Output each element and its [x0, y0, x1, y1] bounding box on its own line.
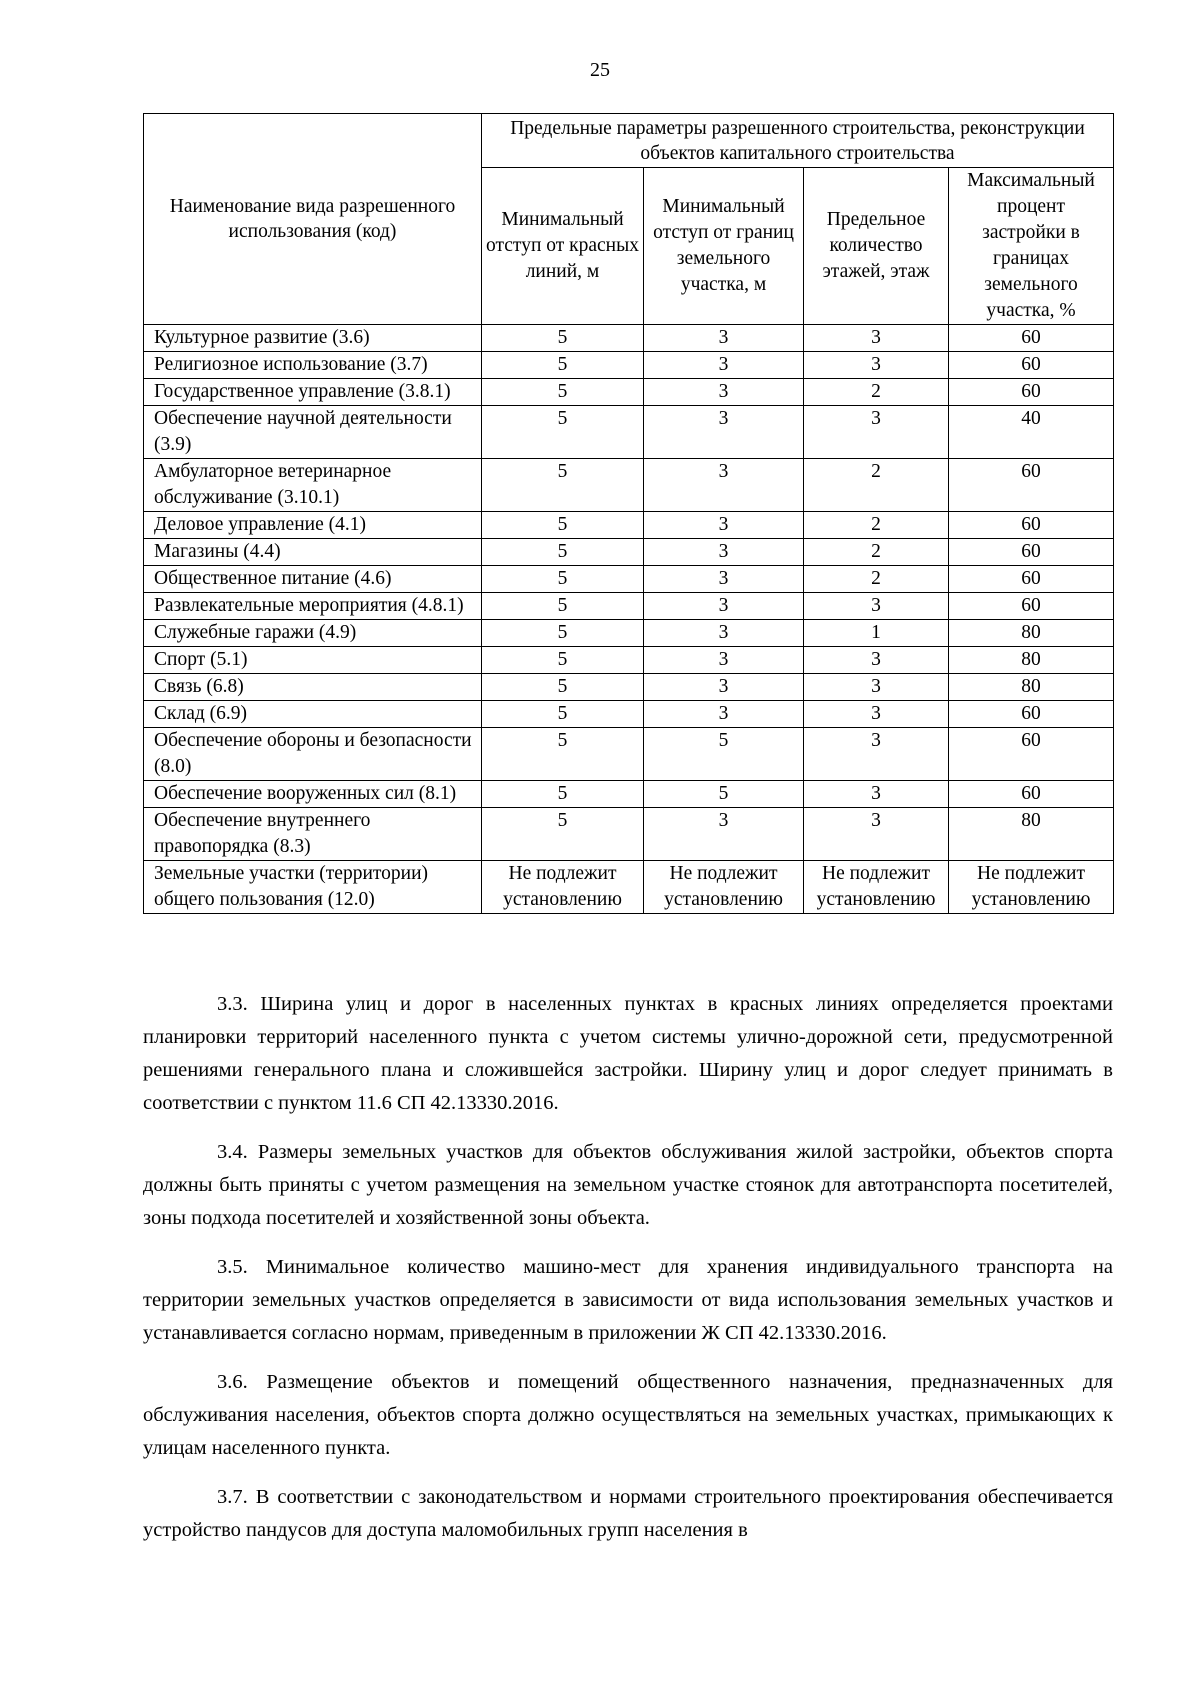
- row-value-1: 5: [482, 728, 644, 781]
- header-group: Предельные параметры разрешенного строительства, реконструкции объектов капитального строительства: [482, 114, 1114, 168]
- row-name: Культурное развитие (3.6): [144, 325, 482, 352]
- row-value-1: 5: [482, 512, 644, 539]
- row-value-4: 40: [949, 406, 1114, 459]
- row-value-2: 3: [644, 352, 804, 379]
- row-value-2: 3: [644, 539, 804, 566]
- row-value-3: Не подлежит установлению: [804, 861, 949, 914]
- table-row: [144, 352, 1114, 379]
- row-name: Связь (6.8): [144, 674, 482, 701]
- table-row: [144, 728, 1114, 781]
- row-value-4: 80: [949, 647, 1114, 674]
- paragraph-3-7: 3.7. В соответствии с законодательством и нормами строительного проектирования обеспечивается устройство пандусов для доступа маломобильных групп населения в: [143, 1486, 1113, 1541]
- table-row: [144, 781, 1114, 808]
- row-value-2: 5: [644, 728, 804, 781]
- row-value-3: 3: [804, 325, 949, 352]
- row-value-2: 3: [644, 808, 804, 861]
- paragraph-3-6: 3.6. Размещение объектов и помещений общественного назначения, предназначенных для обслуживания населения, объектов спорта должно осуществляться на земельных участках, примыкающих к улицам населенного пункта.: [143, 1371, 1113, 1459]
- row-value-4: 80: [949, 620, 1114, 647]
- row-value-2: 3: [644, 593, 804, 620]
- row-value-2: 3: [644, 674, 804, 701]
- table-body: [144, 325, 1114, 914]
- parameters-table: [143, 113, 1114, 914]
- row-value-3: 2: [804, 379, 949, 406]
- header-col-1: Минимальный отступ от красных линий, м: [482, 168, 644, 325]
- row-value-3: 3: [804, 352, 949, 379]
- row-value-1: 5: [482, 674, 644, 701]
- row-value-3: 3: [804, 728, 949, 781]
- header-col-4: Максимальный процент застройки в границах земельного участка, %: [949, 168, 1114, 325]
- row-name: Обеспечение внутреннего правопорядка (8.3): [144, 808, 482, 861]
- row-value-1: 5: [482, 352, 644, 379]
- row-value-1: 5: [482, 459, 644, 512]
- row-value-3: 1: [804, 620, 949, 647]
- row-value-4: 60: [949, 701, 1114, 728]
- row-value-1: 5: [482, 406, 644, 459]
- row-name: Общественное питание (4.6): [144, 566, 482, 593]
- row-value-4: 60: [949, 379, 1114, 406]
- row-value-2: 3: [644, 647, 804, 674]
- table-row: [144, 379, 1114, 406]
- row-value-4: 60: [949, 539, 1114, 566]
- body-text: [143, 988, 1113, 1563]
- row-value-3: 3: [804, 406, 949, 459]
- paragraph-3-4: 3.4. Размеры земельных участков для объектов обслуживания жилой застройки, объектов спорта должны быть приняты с учетом размещения на земельном участке стоянок для автотранспорта посетителей, зоны подхода посетителей и хозяйственной зоны объекта.: [143, 1141, 1113, 1229]
- row-value-3: 2: [804, 539, 949, 566]
- row-name: Обеспечение обороны и безопасности (8.0): [144, 728, 482, 781]
- header-col-3: Предельное количество этажей, этаж: [804, 168, 949, 325]
- table-row: [144, 620, 1114, 647]
- row-name: Склад (6.9): [144, 701, 482, 728]
- header-col-2: Минимальный отступ от границ земельного участка, м: [644, 168, 804, 325]
- row-value-4: 80: [949, 674, 1114, 701]
- row-value-1: 5: [482, 781, 644, 808]
- row-value-1: Не подлежит установлению: [482, 861, 644, 914]
- row-value-3: 3: [804, 674, 949, 701]
- row-name: Государственное управление (3.8.1): [144, 379, 482, 406]
- row-value-1: 5: [482, 379, 644, 406]
- row-value-4: 60: [949, 512, 1114, 539]
- paragraph-3-3: 3.3. Ширина улиц и дорог в населенных пунктах в красных линиях определяется проектами планировки территорий населенного пункта с учетом системы улично-дорожной сети, предусмотренной решениями генерального плана и сложившейся застройки. Ширину улиц и дорог следует принимать в соответствии с пунктом 11.6 СП 42.13330.2016.: [143, 993, 1113, 1114]
- row-value-2: 3: [644, 459, 804, 512]
- row-value-1: 5: [482, 647, 644, 674]
- row-value-4: 60: [949, 593, 1114, 620]
- row-name: Развлекательные мероприятия (4.8.1): [144, 593, 482, 620]
- table-row: [144, 861, 1114, 914]
- row-value-4: 80: [949, 808, 1114, 861]
- row-value-3: 3: [804, 808, 949, 861]
- table-row: [144, 325, 1114, 352]
- row-value-3: 3: [804, 781, 949, 808]
- row-value-3: 3: [804, 701, 949, 728]
- table-row: [144, 701, 1114, 728]
- row-value-4: 60: [949, 566, 1114, 593]
- row-value-4: 60: [949, 352, 1114, 379]
- row-value-3: 2: [804, 566, 949, 593]
- row-value-4: 60: [949, 781, 1114, 808]
- table-row: [144, 647, 1114, 674]
- row-value-2: 5: [644, 781, 804, 808]
- row-value-1: 5: [482, 620, 644, 647]
- row-name: Служебные гаражи (4.9): [144, 620, 482, 647]
- row-name: Религиозное использование (3.7): [144, 352, 482, 379]
- row-value-1: 5: [482, 539, 644, 566]
- table-row: [144, 808, 1114, 861]
- row-value-1: 5: [482, 808, 644, 861]
- row-value-4: 60: [949, 728, 1114, 781]
- row-value-3: 2: [804, 459, 949, 512]
- table-row: [144, 674, 1114, 701]
- row-value-3: 2: [804, 512, 949, 539]
- row-name: Земельные участки (территории) общего пользования (12.0): [144, 861, 482, 914]
- table-row: [144, 566, 1114, 593]
- row-value-2: 3: [644, 620, 804, 647]
- row-value-1: 5: [482, 701, 644, 728]
- row-value-2: 3: [644, 566, 804, 593]
- row-value-2: 3: [644, 379, 804, 406]
- row-name: Обеспечение вооруженных сил (8.1): [144, 781, 482, 808]
- row-value-2: Не подлежит установлению: [644, 861, 804, 914]
- table-row: [144, 539, 1114, 566]
- row-value-2: 3: [644, 406, 804, 459]
- row-value-1: 5: [482, 593, 644, 620]
- row-name: Амбулаторное ветеринарное обслуживание (3.10.1): [144, 459, 482, 512]
- row-value-4: Не подлежит установлению: [949, 861, 1114, 914]
- table-row: [144, 512, 1114, 539]
- row-value-4: 60: [949, 325, 1114, 352]
- row-value-2: 3: [644, 512, 804, 539]
- row-value-3: 3: [804, 593, 949, 620]
- row-name: Спорт (5.1): [144, 647, 482, 674]
- table-row: [144, 593, 1114, 620]
- row-name: Обеспечение научной деятельности (3.9): [144, 406, 482, 459]
- row-name: Магазины (4.4): [144, 539, 482, 566]
- row-value-2: 3: [644, 701, 804, 728]
- row-value-2: 3: [644, 325, 804, 352]
- row-name: Деловое управление (4.1): [144, 512, 482, 539]
- row-value-3: 3: [804, 647, 949, 674]
- row-value-1: 5: [482, 325, 644, 352]
- row-value-4: 60: [949, 459, 1114, 512]
- paragraph-3-5: 3.5. Минимальное количество машино-мест для хранения индивидуального транспорта на территории земельных участков определяется в зависимости от вида использования земельных участков и устанавливается согласно нормам, приведенным в приложении Ж СП 42.13330.2016.: [143, 1256, 1113, 1344]
- table-row: [144, 459, 1114, 512]
- page-number: 25: [590, 59, 610, 81]
- table-row: [144, 406, 1114, 459]
- row-value-1: 5: [482, 566, 644, 593]
- header-name: Наименование вида разрешенного использования (код): [144, 114, 482, 325]
